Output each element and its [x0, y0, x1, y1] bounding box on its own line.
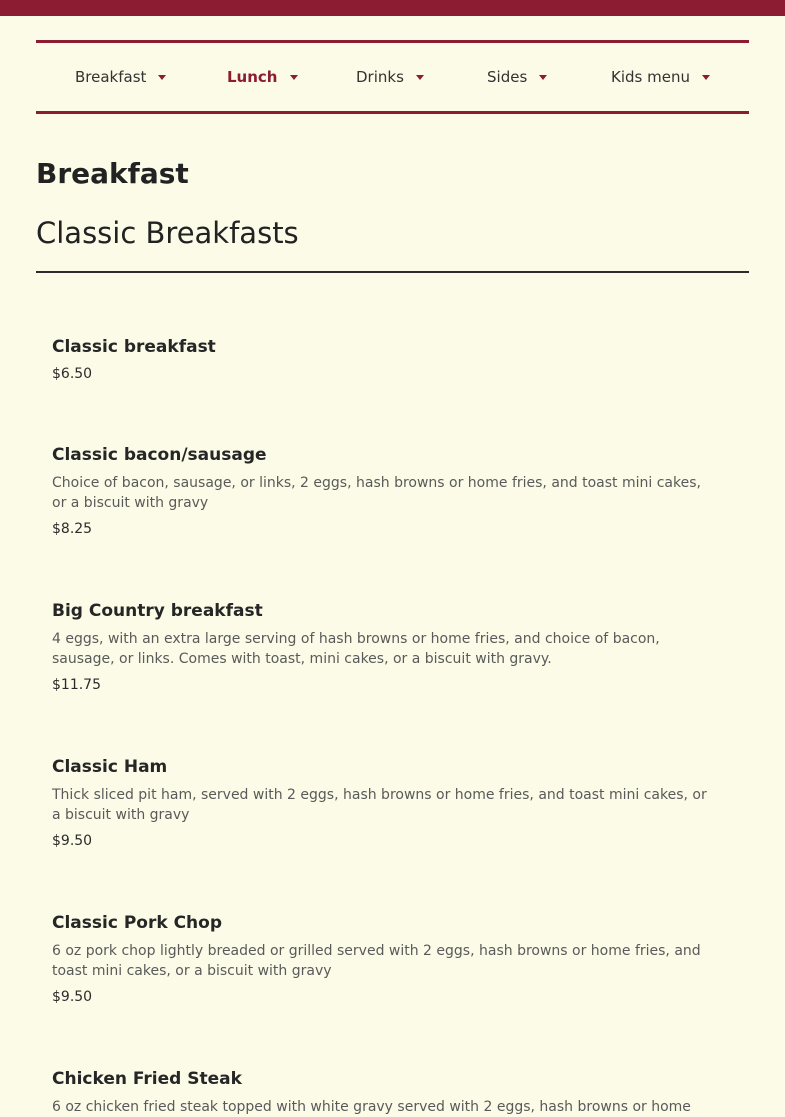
menu-item-price: $6.50: [52, 366, 93, 382]
nav-item-kids-menu[interactable]: [611, 43, 710, 111]
section-title: Breakfast: [36, 157, 189, 190]
menu-item-price: $8.25: [52, 521, 93, 537]
menu-item: [52, 335, 712, 384]
menu-item-name: Big Country breakfast: [52, 601, 263, 621]
subsection-title: Classic Breakfasts: [36, 216, 299, 250]
nav-item-label: Drinks: [356, 68, 404, 86]
caret-down-icon: [290, 75, 298, 80]
nav-item-drinks[interactable]: [356, 43, 424, 111]
menu-item-price: $9.50: [52, 989, 93, 1005]
menu-item-description: 4 eggs, with an extra large serving of hash browns or home fries, and choice of bacon, sausage, or links. Comes with toast, mini cakes, or a biscuit with gravy.: [52, 631, 660, 667]
menu-category-nav: [36, 40, 749, 114]
nav-item-label: Kids menu: [611, 68, 690, 86]
nav-item-sides[interactable]: [487, 43, 547, 111]
nav-item-breakfast[interactable]: [75, 43, 166, 111]
menu-item-description: 6 oz chicken fried steak topped with white gravy served with 2 eggs, hash browns or home: [52, 1099, 691, 1115]
nav-item-label: Breakfast: [75, 68, 147, 86]
menu-item-name: Classic Ham: [52, 757, 168, 777]
caret-down-icon: [702, 75, 710, 80]
menu-item-description: 6 oz pork chop lightly breaded or grilled served with 2 eggs, hash browns or home fries, and toast mini cakes, or a biscuit with gravy: [52, 943, 701, 979]
caret-down-icon: [158, 75, 166, 80]
caret-down-icon: [539, 75, 547, 80]
menu-item: [52, 911, 712, 1007]
nav-item-label: Lunch: [227, 68, 278, 86]
menu-item: [52, 755, 712, 851]
menu-item-description: Thick sliced pit ham, served with 2 eggs, hash browns or home fries, and toast mini cakes, or a biscuit with gravy: [52, 787, 707, 823]
menu-item: [52, 599, 712, 695]
menu-item-price: $11.75: [52, 677, 101, 693]
top-brand-bar: [0, 0, 785, 16]
nav-item-label: Sides: [487, 68, 528, 86]
menu-item: [52, 1067, 712, 1117]
menu-item-name: Classic Pork Chop: [52, 913, 223, 933]
menu-item-name: Classic bacon/sausage: [52, 445, 267, 465]
nav-item-lunch[interactable]: [227, 43, 298, 111]
menu-item-price: $9.50: [52, 833, 93, 849]
menu-item-name: Classic breakfast: [52, 337, 216, 357]
section-divider: [36, 271, 749, 273]
menu-item-name: Chicken Fried Steak: [52, 1069, 242, 1089]
menu-item: [52, 443, 712, 539]
caret-down-icon: [416, 75, 424, 80]
menu-item-description: Choice of bacon, sausage, or links, 2 eggs, hash browns or home fries, and toast mini cakes, or a biscuit with gravy: [52, 475, 701, 511]
